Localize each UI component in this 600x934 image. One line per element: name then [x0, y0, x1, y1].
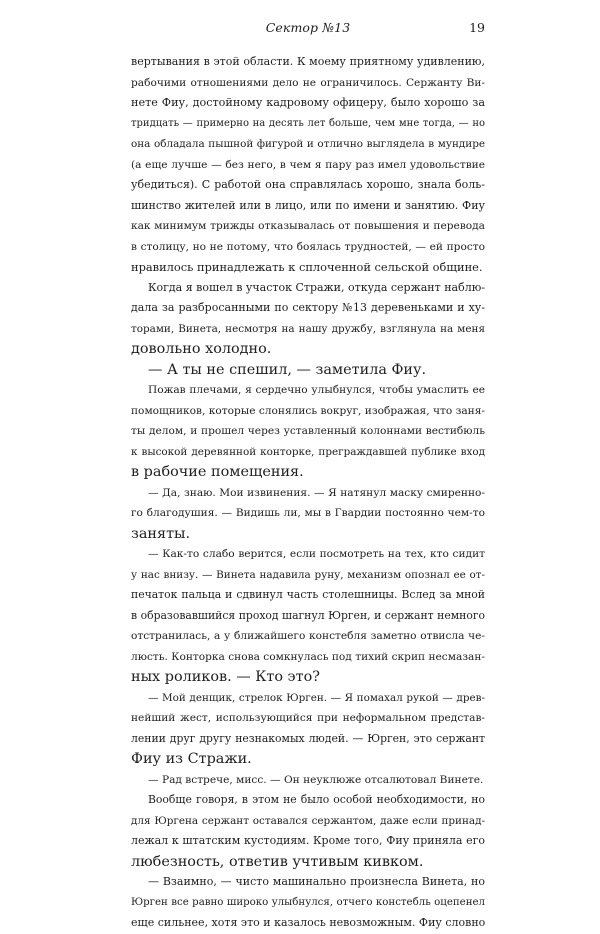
text-line: Фиу из Стражи.: [131, 751, 252, 767]
text-line: для Юргена сержант оставался сержантом, даже если принад-: [131, 814, 485, 827]
text-line: вертывания в этой области. К моему приятному удивлению,: [131, 55, 485, 68]
page-number: 19: [469, 20, 485, 35]
text-line: отстранилась, а у ближайшего констебля заметно отвисла че-: [131, 630, 485, 642]
text-line: тридцать — примерно на десять лет больше, чем мне тогда, — но: [131, 117, 485, 129]
text-line: довольно холодно.: [131, 341, 272, 357]
text-line: как минимум трижды отказывалась от повышения и перевода: [131, 220, 485, 232]
text-line: — Да, знаю. Мои извинения. — Я натянул маску смиренно-: [148, 486, 485, 499]
text-line: нете Фиу, достойному кадровому офицеру, было хорошо за: [131, 96, 485, 109]
text-line: Вообще говоря, в этом не было особой необходимости, но: [148, 793, 485, 806]
text-line: печаток пальца и сдвинул часть столешницы. Вслед за мной: [131, 588, 485, 601]
text-line: — А ты не спешил, — заметила Фиу.: [148, 361, 427, 378]
text-line: рабочими отношениями дело не ограничилось. Сержанту Ви-: [131, 76, 485, 89]
text-line: нравилось принадлежать к сплоченной сельской общине.: [131, 260, 483, 274]
text-line: Когда я вошел в участок Стражи, откуда сержант наблю-: [148, 280, 485, 294]
text-line: в образовавшийся проход шагнул Юрген, и сержант немного: [131, 608, 485, 622]
text-line: в столицу, но не потому, что боялась трудностей, — ей просто: [131, 240, 485, 253]
running-title: Сектор №13: [265, 20, 351, 35]
text-line: — Рад встрече, мисс. — Он неуклюже отсалютовал Винете.: [148, 773, 484, 786]
text-line: — Как-то слабо верится, если посмотреть на тех, кто сидит: [148, 548, 485, 560]
text-line: помощников, которые слонялись вокруг, изображая, что заня-: [131, 404, 485, 417]
text-line: — Мой денщик, стрелок Юрген. — Я помахал рукой — древ-: [148, 691, 485, 704]
text-line: люсть. Конторка снова сомкнулась под тихий скрип несмазан-: [131, 650, 485, 663]
text-line: нейший жест, использующийся при неформальном представ-: [131, 712, 485, 724]
text-line: — Взаимно, — чисто машинально произнесла Винета, но: [148, 875, 485, 888]
text-line: в рабочие помещения.: [131, 464, 304, 480]
text-line: ты делом, и прошел через уставленный колоннами вестибюль: [131, 425, 485, 437]
text-line: любезность, ответив учтивым кивком.: [131, 853, 424, 870]
text-line: дала за разбросанными по сектору №13 деревеньками и ху-: [131, 301, 485, 314]
text-line: Юрген все равно широко улыбнулся, отчего констебль оцепенел: [131, 896, 485, 908]
text-line: Пожав плечами, я сердечно улыбнулся, чтобы умаслить ее: [148, 384, 485, 396]
text-line: у нас внизу. — Винета надавила руну, механизм опознал ее от-: [131, 568, 485, 581]
text-line: лении друг другу незнакомых людей. — Юрген, это сержант: [131, 731, 485, 745]
text-line: го благодушия. — Видишь ли, мы в Гвардии постоянно чем-то: [131, 507, 485, 519]
body-text: [131, 52, 485, 934]
text-line: шинство жителей или в лицо, или по имени и занятию. Фиу: [131, 198, 485, 212]
text-line: ных роликов. — Кто это?: [131, 669, 320, 685]
text-line: к высокой деревянной конторке, преграждавшей публике вход: [131, 445, 485, 458]
text-line: она обладала пышной фигурой и отлично выглядела в мундире: [131, 138, 485, 150]
text-line: лежал к штатским кустодиям. Кроме того, Фиу приняла его: [131, 834, 485, 847]
text-line: торами, Винета, несмотря на нашу дружбу, взглянула на меня: [131, 322, 485, 335]
text-line: убедиться). С работой она справлялась хорошо, знала боль-: [131, 178, 485, 191]
text-line: (а еще лучше — без него, в чем я пару раз имел удовольствие: [131, 158, 485, 171]
page-header: [131, 20, 485, 38]
text-line: заняты.: [131, 525, 191, 542]
text-line: еще сильнее, хотя это и казалось невозможным. Фиу словно: [131, 916, 486, 929]
